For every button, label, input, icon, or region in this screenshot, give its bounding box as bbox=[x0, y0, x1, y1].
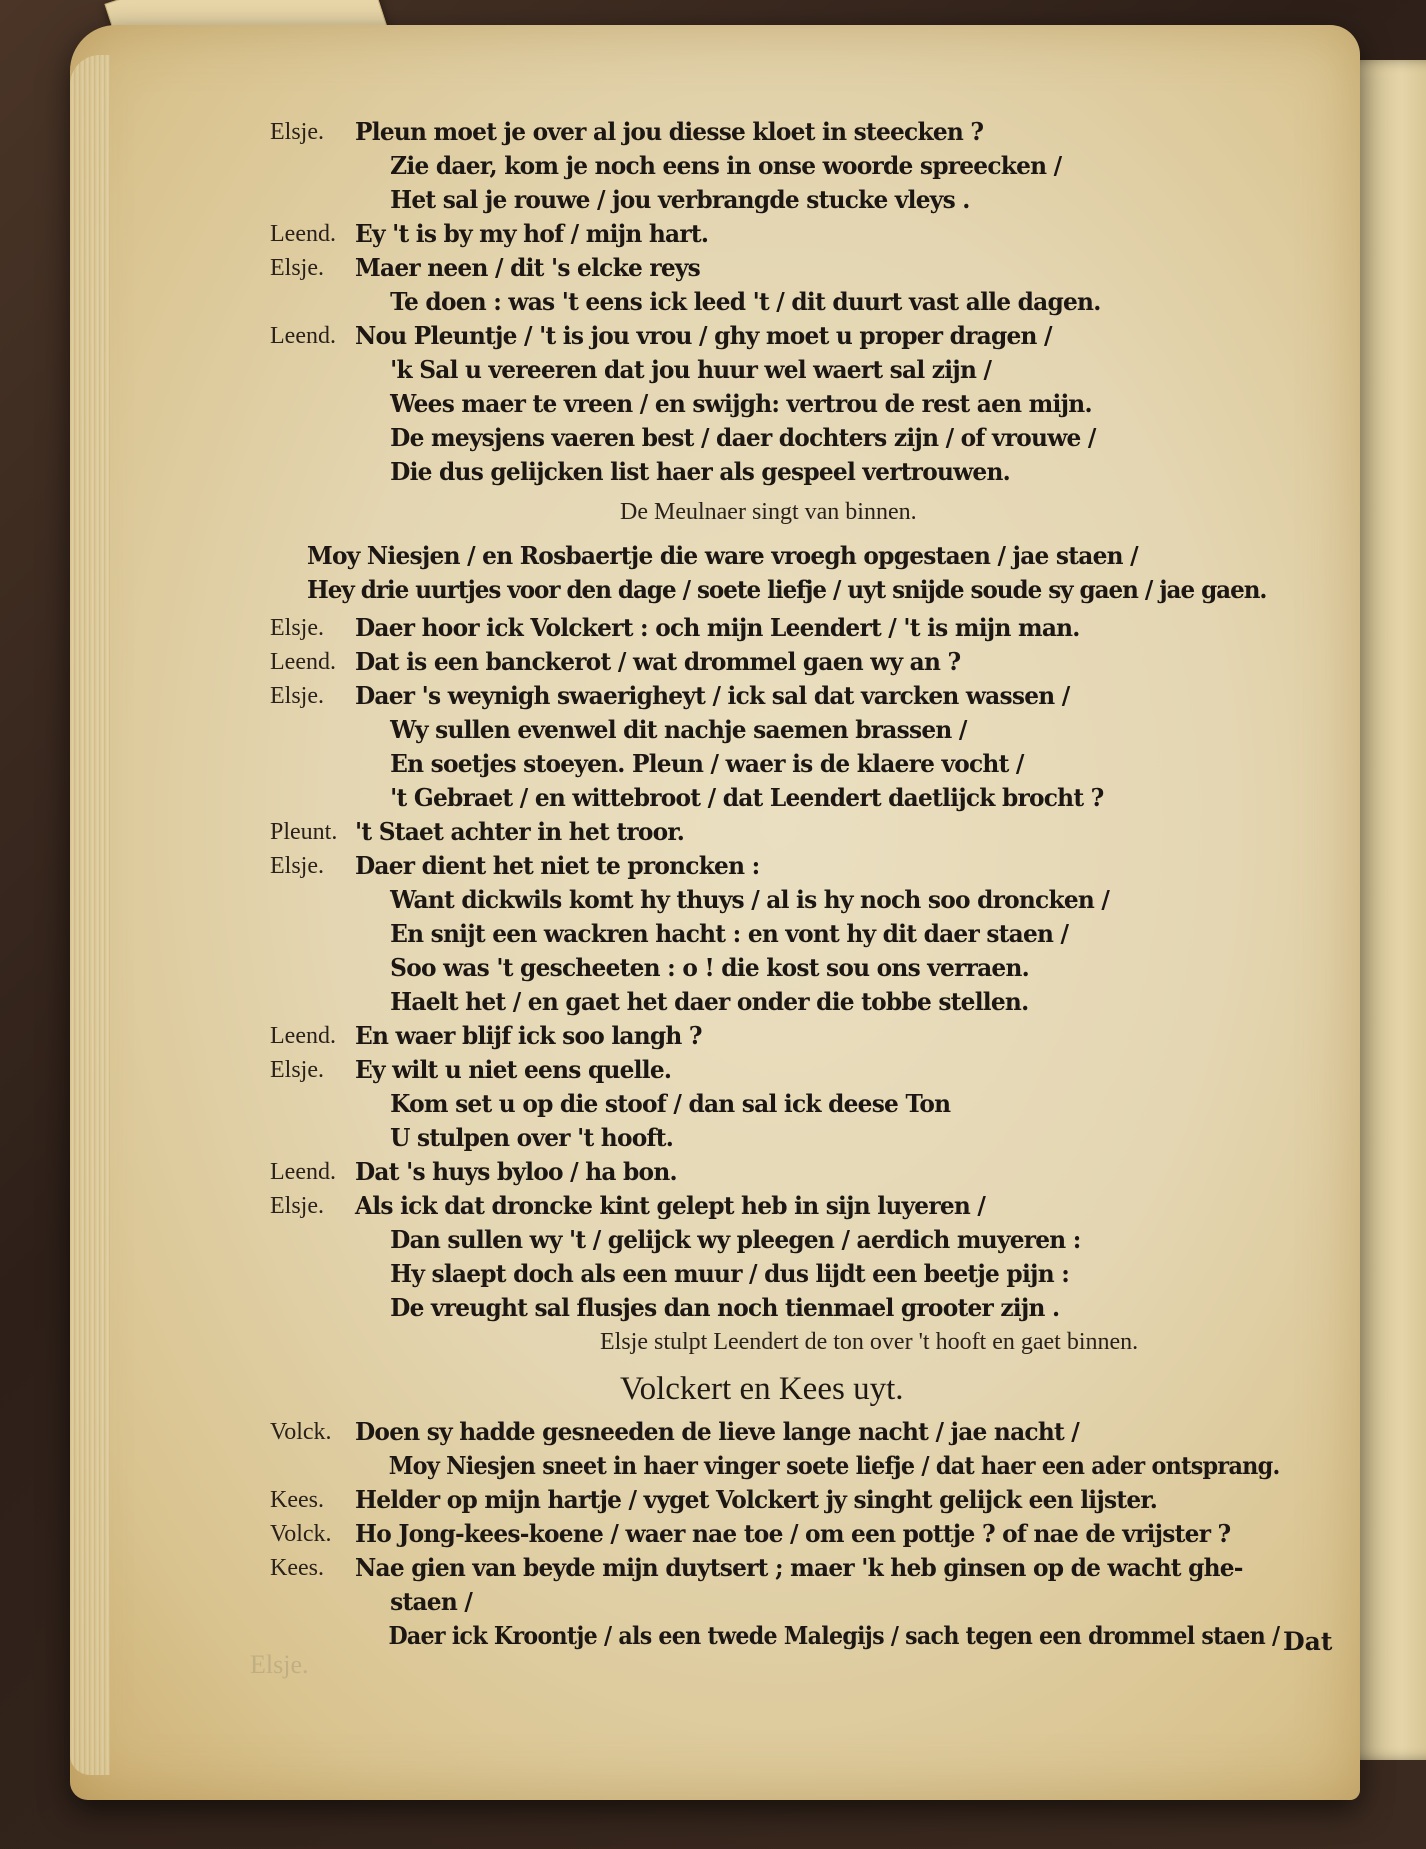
verse-text: Hy slaept doch als een muur / dus lijdt een beetje pijn : bbox=[390, 1259, 1070, 1288]
verse-text: Wy sullen evenwel dit nachje saemen brassen / bbox=[390, 715, 967, 744]
speaker-name: Elsje. bbox=[270, 615, 324, 641]
verse-text: Dat 's huys byloo / ha bon. bbox=[355, 1157, 677, 1186]
verse-text: staen / bbox=[390, 1587, 473, 1616]
verse-line bbox=[270, 747, 1330, 781]
dialogue-block-3 bbox=[270, 1415, 1330, 1653]
verse-line bbox=[270, 1189, 1330, 1223]
speaker-name: Volck. bbox=[270, 1521, 332, 1547]
speaker-name: Leend. bbox=[270, 1023, 336, 1049]
verse-line bbox=[270, 1551, 1330, 1585]
verse-line bbox=[270, 353, 1330, 387]
show-through-word: Elsje. bbox=[250, 1650, 309, 1679]
speaker-name: Pleunt. bbox=[270, 819, 338, 845]
catchword: Dat bbox=[1283, 1627, 1333, 1656]
verse-line bbox=[270, 917, 1330, 951]
song-line-1: Moy Niesjen / en Rosbaertje die ware vroegh opgestaen / jae staen / bbox=[307, 541, 1138, 570]
verse-line bbox=[270, 1257, 1330, 1291]
verse-line bbox=[270, 319, 1330, 353]
speaker-name: Leend. bbox=[270, 649, 336, 675]
verse-line bbox=[270, 387, 1330, 421]
verse-line bbox=[270, 781, 1330, 815]
verse-text: Ho Jong-kees-koene / waer nae toe / om een pottje ? of nae de vrijster ? bbox=[355, 1519, 1231, 1548]
speaker-name: Elsje. bbox=[270, 255, 324, 281]
verse-line bbox=[270, 115, 1330, 149]
verse-line bbox=[270, 713, 1330, 747]
verse-text: Nou Pleuntje / 't is jou vrou / ghy moet u proper dragen / bbox=[355, 321, 1052, 350]
verse-text: Doen sy hadde gesneeden de lieve lange nacht / jae nacht / bbox=[355, 1417, 1080, 1446]
verse-text: Moy Niesjen sneet in haer vinger soete liefje / dat haer een ader ontsprang. bbox=[388, 1451, 1280, 1480]
verse-text: Maer neen / dit 's elcke reys bbox=[355, 253, 701, 282]
page-stack-edge bbox=[70, 55, 110, 1775]
verse-text: Die dus gelijcken list haer als gespeel vertrouwen. bbox=[390, 457, 1010, 486]
verse-line bbox=[270, 849, 1330, 883]
song-line-2: Hey drie uurtjes voor den dage / soete liefje / uyt snijde soude sy gaen / jae gaen. bbox=[307, 575, 1267, 604]
verse-text: Het sal je rouwe / jou verbrangde stucke vleys . bbox=[390, 185, 970, 214]
verse-text: Soo was 't gescheeten : o ! die kost sou ons verraen. bbox=[390, 953, 1029, 982]
verse-line bbox=[270, 1121, 1330, 1155]
verse-line bbox=[270, 1223, 1330, 1257]
verse-line bbox=[270, 645, 1330, 679]
verse-text: 'k Sal u vereeren dat jou huur wel waert sal zijn / bbox=[390, 355, 992, 384]
verse-line bbox=[270, 149, 1330, 183]
verse-text: Zie daer, kom je noch eens in onse woorde spreecken / bbox=[390, 151, 1062, 180]
verse-text: Ey wilt u niet eens quelle. bbox=[355, 1055, 672, 1084]
speaker-name: Elsje. bbox=[270, 1057, 324, 1083]
verse-line bbox=[270, 1517, 1330, 1551]
verse-line bbox=[270, 1449, 1330, 1483]
verse-line bbox=[270, 217, 1330, 251]
page-text bbox=[270, 115, 1330, 1653]
verse-text: Als ick dat droncke kint gelept heb in sijn luyeren / bbox=[355, 1191, 986, 1220]
verse-line bbox=[270, 951, 1330, 985]
verse-line bbox=[270, 679, 1330, 713]
verse-line bbox=[270, 611, 1330, 645]
dialogue-block-2 bbox=[270, 611, 1330, 1325]
speaker-name: Leend. bbox=[270, 221, 336, 247]
verse-text: De meysjens vaeren best / daer dochters zijn / of vrouwe / bbox=[390, 423, 1096, 452]
verse-text: En snijt een wackren hacht : en vont hy dit daer staen / bbox=[390, 919, 1069, 948]
verse-line bbox=[270, 183, 1330, 217]
stage-direction-text: De Meulnaer singt van binnen. bbox=[620, 499, 917, 525]
verse-text: Te doen : was 't eens ick leed 't / dit duurt vast alle dagen. bbox=[390, 287, 1101, 316]
verse-text: Pleun moet je over al jou diesse kloet in steecken ? bbox=[355, 117, 984, 146]
verse-line bbox=[270, 1155, 1330, 1189]
verse-line bbox=[270, 455, 1330, 489]
stage-direction-2 bbox=[270, 1325, 1330, 1359]
verse-line bbox=[270, 421, 1330, 455]
verse-text: Want dickwils komt hy thuys / al is hy noch soo droncken / bbox=[390, 885, 1110, 914]
speaker-name: Leend. bbox=[270, 323, 336, 349]
verse-text: U stulpen over 't hooft. bbox=[390, 1123, 674, 1152]
stage-direction-text: Elsje stulpt Leendert de ton over 't hooft en gaet binnen. bbox=[600, 1329, 1139, 1355]
stage-direction-1 bbox=[270, 495, 1330, 529]
verse-text: Helder op mijn hartje / vyget Volckert jy singht gelijck een lijster. bbox=[355, 1485, 1158, 1514]
verse-text: En soetjes stoeyen. Pleun / waer is de klaere vocht / bbox=[390, 749, 1024, 778]
verse-text: Nae gien van beyde mijn duytsert ; maer 'k heb ginsen op de wacht ghe- bbox=[355, 1553, 1243, 1582]
verse-line bbox=[270, 251, 1330, 285]
verse-text: 't Gebraet / en wittebroot / dat Leendert daetlijck brocht ? bbox=[390, 783, 1104, 812]
dialogue-block-1 bbox=[270, 115, 1330, 489]
verse-line bbox=[270, 1483, 1330, 1517]
verse-text: En waer blijf ick soo langh ? bbox=[355, 1021, 702, 1050]
verse-text: Daer dient het niet te proncken : bbox=[355, 851, 760, 880]
speaker-name: Kees. bbox=[270, 1555, 324, 1581]
verse-line bbox=[270, 1291, 1330, 1325]
verse-line bbox=[270, 1619, 1330, 1653]
verse-text: 't Staet achter in het troor. bbox=[355, 817, 685, 846]
verse-text: Daer hoor ick Volckert : och mijn Leendert / 't is mijn man. bbox=[355, 613, 1080, 642]
verse-text: De vreught sal flusjes dan noch tienmael grooter zijn . bbox=[390, 1293, 1060, 1322]
verse-line bbox=[270, 285, 1330, 319]
speaker-name: Kees. bbox=[270, 1487, 324, 1513]
verse-text: Daer 's weynigh swaerigheyt / ick sal dat varcken wassen / bbox=[355, 681, 1070, 710]
speaker-name: Elsje. bbox=[270, 1193, 324, 1219]
verse-line bbox=[270, 1415, 1330, 1449]
verse-line bbox=[270, 883, 1330, 917]
speaker-name: Elsje. bbox=[270, 119, 324, 145]
speaker-name: Elsje. bbox=[270, 853, 324, 879]
verse-text: Haelt het / en gaet het daer onder die tobbe stellen. bbox=[390, 987, 1029, 1016]
verse-line bbox=[270, 1585, 1330, 1619]
verse-line bbox=[270, 985, 1330, 1019]
verse-text: Dan sullen wy 't / gelijck wy pleegen / aerdich muyeren : bbox=[390, 1225, 1081, 1254]
verse-text: Wees maer te vreen / en swijgh: vertrou de rest aen mijn. bbox=[390, 389, 1092, 418]
verse-line bbox=[270, 1019, 1330, 1053]
speaker-name: Leend. bbox=[270, 1159, 336, 1185]
verse-text: Ey 't is by my hof / mijn hart. bbox=[355, 219, 709, 248]
verse-line bbox=[270, 1087, 1330, 1121]
speaker-name: Volck. bbox=[270, 1419, 332, 1445]
verse-line bbox=[270, 815, 1330, 849]
verse-text: Dat is een banckerot / wat drommel gaen wy an ? bbox=[355, 647, 961, 676]
verse-text: Daer ick Kroontje / als een twede Malegijs / sach tegen een drommel staen / bbox=[388, 1621, 1280, 1650]
scene-heading: Volckert en Kees uyt. bbox=[620, 1371, 904, 1407]
verse-text: Kom set u op die stoof / dan sal ick deese Ton bbox=[390, 1089, 951, 1118]
speaker-name: Elsje. bbox=[270, 683, 324, 709]
verse-line bbox=[270, 1053, 1330, 1087]
